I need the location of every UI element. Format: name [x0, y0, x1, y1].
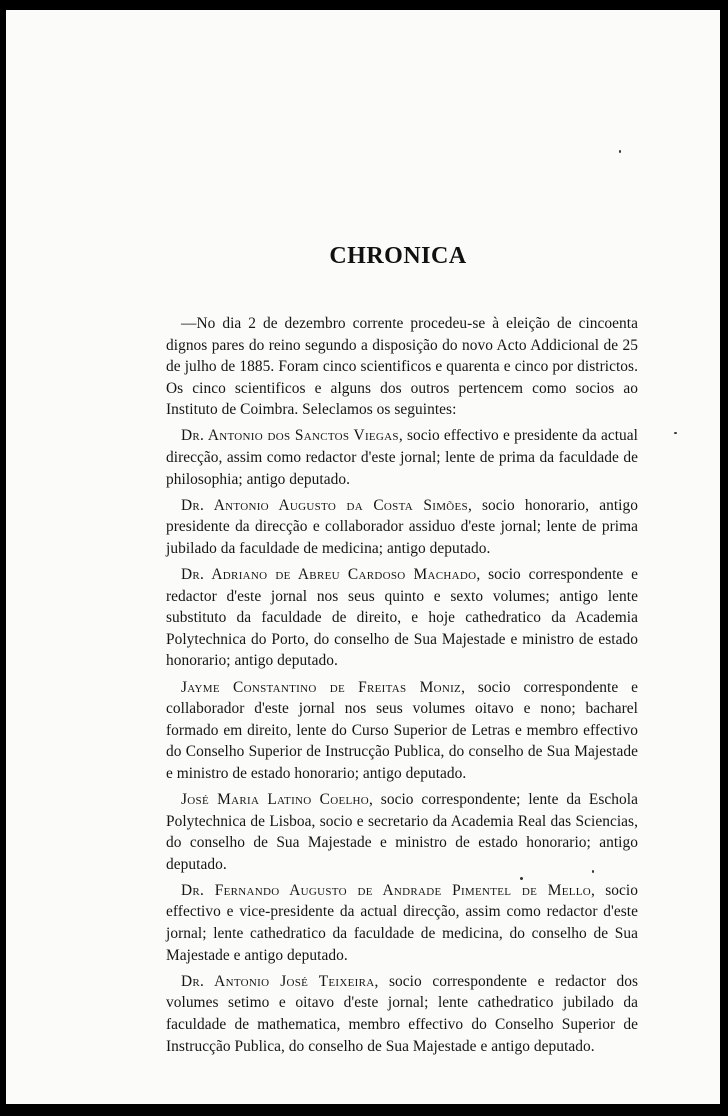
bleed-through-text [176, 105, 656, 149]
intro-text: —No dia 2 de dezembro corrente procedeu-se à eleição de cincoenta dignos pares do reino segundo a disposição do novo Acto Addicional de 25 de julho de 1885. Foram cinco scientificos e quarenta e cinco por districtos. Os cinco scientificos e alguns dos outros pertencem como socios ao Instituto de Coimbra. Seleclamos os seguintes: [166, 315, 638, 419]
entry-text: , socio correspondente e redactor d'este jornal nos seus quinto e sexto volumes; antigo lente substituto da faculdade de direito, e hoje cathedratico da Academia Polytechnica do Porto, do conselho de Sua Majestade e ministro de estado honorario; antigo deputado. [166, 566, 638, 670]
entry-name: José Maria Latino Coelho [181, 790, 369, 808]
ink-speck [674, 432, 677, 434]
article-body [166, 313, 638, 1062]
entry-paragraph [166, 971, 638, 1057]
entry-name: Dr. Antonio Augusto da Costa Simões [181, 496, 468, 514]
page-title: CHRONICA [329, 243, 467, 269]
entry-paragraph [166, 425, 638, 490]
entry-text: , socio correspondente e redactor dos volumes setimo e oitavo d'este jornal; lente cathedratico jubilado da faculdade de mathematica, membro effectivo do Conselho Superior de Instrucção Publica, do conselho de Sua Majestade e antigo deputado. [166, 972, 638, 1055]
intro-paragraph [166, 313, 638, 421]
entry-name: Jayme Constantino de Freitas Moniz [181, 678, 462, 696]
entry-text: , socio honorario, antigo presidente da direcção e collaborador assiduo d'este jornal; lente de prima jubilado da faculdade de medicina; antigo deputado. [166, 496, 638, 557]
entry-text: , socio correspondente e collaborador d'este jornal nos seus volumes oitavo e nono; bacharel formado em direito, lente do Curso Superior de Letras e membro effectivo do Conselho Superior de Instrucção Publica, do conselho de Sua Majestade e ministro de estado honorario; antigo deputado. [166, 678, 639, 782]
ink-speck [520, 877, 523, 880]
entry-paragraph [166, 564, 638, 672]
entry-name: Dr. Fernando Augusto de Andrade Pimentel de Mello [181, 881, 592, 899]
ink-speck [592, 870, 594, 873]
entry-text: , socio effectivo e vice-presidente da actual direcção, assim como redactor d'este jornal; lente cathedratico da faculdade de medicina, do conselho de Sua Majestade e antigo deputado. [166, 881, 638, 964]
entry-paragraph [166, 880, 638, 966]
entry-text: , socio effectivo e presidente da actual direcção, assim como redactor d'este jornal; lente de prima da faculdade de philosophia; antigo deputado. [166, 427, 638, 488]
entry-name: Dr. Adriano de Abreu Cardoso Machado [181, 566, 477, 584]
entry-paragraph [166, 677, 638, 785]
entry-paragraph [166, 789, 638, 875]
entry-name: Dr. Antonio dos Sanctos Viegas [181, 427, 399, 445]
entry-text: , socio correspondente; lente da Eschola Polytechnica de Lisboa, socio e secretario da Academia Real das Sciencias, do conselho de Sua Majestade e ministro de estado honorario; antigo deputado. [166, 790, 638, 873]
ink-speck [619, 150, 621, 153]
document-page [6, 10, 720, 1104]
entry-name: Dr. Antonio José Teixeira [181, 972, 375, 990]
entry-paragraph [166, 495, 638, 560]
